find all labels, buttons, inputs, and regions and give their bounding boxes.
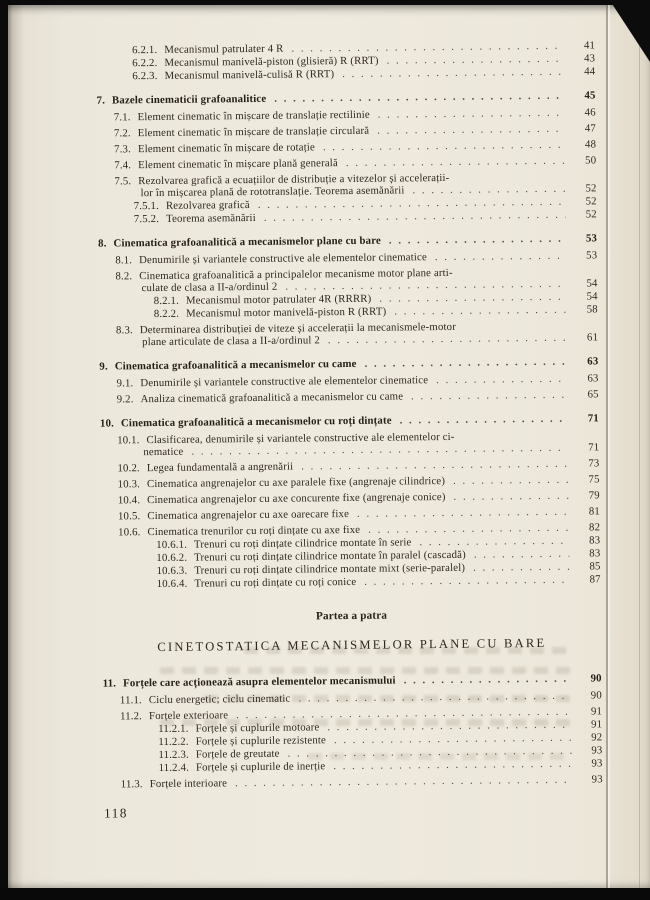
toc-entry xyxy=(97,89,596,106)
toc-entry xyxy=(99,319,598,348)
dot-leader-icon xyxy=(412,183,565,197)
toc-entry-number: 8.2.2. xyxy=(153,307,180,321)
toc-entry-number: 8.2. xyxy=(115,270,133,283)
toc-entry-number: 9.2. xyxy=(116,393,134,406)
toc-entry-title: Teorema asemănării xyxy=(165,211,256,225)
toc-entry-page-number: 71 xyxy=(587,412,600,425)
toc-entry-number: 11.1. xyxy=(119,694,142,707)
toc-content xyxy=(96,38,603,819)
toc-entry-title: Element cinematic în mișcare de rotație xyxy=(137,141,316,156)
dot-leader-icon xyxy=(364,574,570,588)
toc-entry-number: 11.2. xyxy=(119,710,143,723)
dot-leader-icon xyxy=(357,506,569,520)
toc-entry-title: Ciclu energetic; ciclu cinematic xyxy=(148,692,291,707)
toc-entry xyxy=(101,505,600,522)
dot-leader-icon xyxy=(333,758,571,772)
toc-entry-title: Cinematica grafoanalitică a principalelor mecanisme motor plane arti- xyxy=(139,266,453,283)
dot-leader-icon xyxy=(419,535,569,549)
toc-entry xyxy=(104,773,603,790)
toc-entry-page-number: 79 xyxy=(588,489,600,502)
toc-entry-title: Trenuri cu roți dințate cilindrice montate în serie xyxy=(193,536,412,551)
toc-entry xyxy=(101,473,600,490)
part-divider xyxy=(102,607,601,653)
toc-entry xyxy=(103,672,602,689)
dot-leader-icon xyxy=(298,690,571,705)
toc-entry-title: Cinematica grafoanalitică a mecanismelor cu came xyxy=(114,357,357,373)
toc-entry-number: 11.2.1. xyxy=(158,722,189,735)
toc-entry-page-number: 52 xyxy=(585,195,597,208)
toc-entry-page-number: 92 xyxy=(591,731,603,744)
dot-leader-icon xyxy=(264,209,566,224)
toc-entry xyxy=(100,388,599,405)
toc-entry-page-number: 52 xyxy=(585,182,597,195)
toc-entry-number: 11.2.3. xyxy=(158,748,189,761)
toc-entry-body xyxy=(97,155,570,172)
toc-entry-title: Mecanismul manivelă-piston (glisieră) R (RRT) xyxy=(164,54,379,69)
toc-entry-page-number: 91 xyxy=(590,718,603,731)
toc-entry-page-number: 46 xyxy=(584,106,596,119)
toc-entry-title-continuation: nematice xyxy=(143,445,184,459)
toc-entry-number: 7. xyxy=(96,94,106,107)
toc-entry-number: 11.3. xyxy=(120,778,143,791)
dot-leader-icon xyxy=(473,561,570,574)
toc-entry-title: Analiza cinematică grafoanalitică a mecanismelor cu came xyxy=(140,390,404,406)
toc-entry-page-number: 73 xyxy=(588,457,600,470)
dot-leader-icon xyxy=(342,66,564,80)
toc-entry-body xyxy=(104,774,577,791)
toc-entry-number: 10.6. xyxy=(118,526,141,539)
toc-entry xyxy=(100,412,599,429)
toc-entry xyxy=(100,457,599,474)
toc-entry-number: 10.5. xyxy=(117,510,141,523)
toc-entry-title: Rezolvarea grafică xyxy=(165,199,250,212)
toc-entry-number: 7.2. xyxy=(113,127,131,140)
toc-entry-page-number: 45 xyxy=(584,89,596,102)
toc-list-lower xyxy=(103,672,603,790)
toc-entry-page-number: 65 xyxy=(587,388,599,401)
toc-entry-number: 11.2.2. xyxy=(158,735,189,748)
toc-entry-page-number: 90 xyxy=(590,672,602,685)
toc-entry-number: 10.4. xyxy=(117,494,141,507)
toc-entry-body xyxy=(103,690,576,707)
toc-entry-title: Forțele de greutate xyxy=(195,747,280,761)
toc-entry-number: 9.1. xyxy=(116,377,134,390)
toc-entry-number: 6.2.3. xyxy=(132,69,158,83)
toc-entry-page-number: 82 xyxy=(588,521,601,534)
part-title: CINETOSTATICA MECANISMELOR PLANE CU BARE xyxy=(157,635,547,655)
toc-entry-page-number: 54 xyxy=(586,290,598,303)
toc-entry-page-number: 54 xyxy=(586,277,598,290)
toc-entry-body xyxy=(98,250,571,267)
toc-entry-page-number: 58 xyxy=(586,303,598,316)
toc-entry-title: Forțele care acționează asupra elementelor mecanismului xyxy=(123,674,396,690)
toc-entry-page-number: 48 xyxy=(584,138,597,151)
toc-entry-title: Denumirile și variantele constructive ale elementelor cinematice xyxy=(139,251,427,267)
dot-leader-icon xyxy=(389,233,566,247)
toc-entry-body xyxy=(101,474,574,491)
toc-entry-title: Trenuri cu roți dințate cilindrice montate mixt (serie-paralel) xyxy=(194,561,466,577)
toc-entry-number: 7.3. xyxy=(114,143,131,156)
toc-entry-number: 10.6.2. xyxy=(156,551,188,565)
toc-entry-title-continuation: culate de clasa a II-a/ordinul 2 xyxy=(141,280,278,295)
toc-entry-number: 7.5.1. xyxy=(133,199,159,213)
toc-entry-body xyxy=(98,266,571,295)
dot-leader-icon xyxy=(235,774,572,790)
toc-entry-body xyxy=(100,389,573,406)
toc-entry xyxy=(100,372,599,389)
toc-entry-number: 10.3. xyxy=(117,478,141,491)
toc-entry-title: Trenuri cu roți dințate cilindrice montate în paralel (cascadă) xyxy=(194,548,466,564)
book-page xyxy=(8,5,650,888)
dot-leader-icon xyxy=(436,373,568,386)
toc-entry-page-number: 53 xyxy=(585,232,598,245)
toc-entry-body xyxy=(100,413,573,430)
toc-entry-page-number: 41 xyxy=(583,39,596,52)
toc-entry-page-number: 87 xyxy=(589,573,601,586)
toc-entry-title: Cinematica grafoanalitică a mecanismelor plane cu bare xyxy=(113,234,381,250)
toc-entry-page-number: 81 xyxy=(588,505,601,518)
toc-entry-body xyxy=(100,458,573,475)
dot-leader-icon xyxy=(453,490,568,503)
dot-leader-icon xyxy=(379,291,566,305)
toc-entry-body xyxy=(99,356,572,373)
toc-entry-number: 10.6.4. xyxy=(156,577,188,591)
toc-entry-title: Bazele cinematicii grafoanalitice xyxy=(111,92,267,107)
toc-entry-title: Legea fundamentală a angrenării xyxy=(146,460,294,475)
toc-entry-page-number: 61 xyxy=(586,331,599,344)
toc-entry xyxy=(97,154,596,171)
toc-entry-number: 8. xyxy=(98,237,107,250)
toc-entry-title: Cinematica angrenajelor cu axe concurente fixe (angrenaje conice) xyxy=(147,490,446,507)
toc-entry-page-number: 53 xyxy=(586,249,598,262)
toc-entry xyxy=(97,138,596,155)
toc-entry xyxy=(97,122,596,139)
toc-entry xyxy=(98,249,597,266)
toc-entry-body xyxy=(97,107,570,124)
toc-entry-page-number: 85 xyxy=(589,560,601,573)
toc-entry-page-number: 83 xyxy=(589,547,601,560)
toc-entry-body xyxy=(97,90,570,107)
toc-entry-number: 6.2.2. xyxy=(132,56,158,70)
toc-entry-title: Element cinematic în mișcare de translație rectilinie xyxy=(137,108,370,124)
toc-entry-number: 10.1. xyxy=(117,434,140,447)
toc-entry-title: Forțele și cuplurile de inerție xyxy=(195,760,326,774)
toc-entry-page-number: 52 xyxy=(585,208,597,221)
dot-leader-icon xyxy=(191,442,568,458)
dot-leader-icon xyxy=(334,732,571,746)
toc-entry-title: Forțele exterioare xyxy=(148,709,229,723)
toc-entry-body xyxy=(97,171,570,200)
toc-entry-page-number: 50 xyxy=(585,154,597,167)
dot-leader-icon xyxy=(328,332,567,347)
dot-leader-icon xyxy=(400,413,568,427)
toc-entry-body xyxy=(99,320,572,349)
toc-entry-body xyxy=(98,233,571,250)
dot-leader-icon xyxy=(323,139,565,154)
toc-entry-title: Mecanismul patrulater 4 R xyxy=(164,42,284,56)
toc-entry-body xyxy=(101,490,574,507)
dot-leader-icon xyxy=(394,304,567,318)
toc-entry-body xyxy=(100,373,573,390)
dot-leader-icon xyxy=(378,107,565,121)
toc-entry-page-number: 91 xyxy=(590,705,603,718)
toc-entry-title-continuation: lor în mișcarea plană de rototranslație. Teorema asemănării xyxy=(140,184,405,200)
toc-entry-number: 7.1. xyxy=(113,111,131,124)
toc-entry xyxy=(100,429,599,458)
toc-entry-number: 8.3. xyxy=(115,324,133,337)
toc-entry-title: Cinematica angrenajelor cu axe paralele fixe (angrenaje cilindrice) xyxy=(146,474,446,491)
toc-entry-title: Forțele interioare xyxy=(149,777,228,791)
toc-entry xyxy=(97,106,596,123)
toc-entry-page-number: 83 xyxy=(589,534,601,547)
dot-leader-icon xyxy=(327,719,571,734)
toc-entry xyxy=(98,232,597,249)
toc-entry-number: 7.5. xyxy=(114,175,132,188)
page-edge-line xyxy=(639,5,640,888)
toc-entry xyxy=(103,689,602,706)
toc-entry-title: Cinematica angrenajelor cu axe oarecare fixe xyxy=(147,507,350,523)
dot-leader-icon xyxy=(453,474,569,487)
toc-entry-number: 11. xyxy=(102,677,117,690)
dot-leader-icon xyxy=(404,673,571,687)
scan-border-bottom xyxy=(0,888,650,900)
dot-leader-icon xyxy=(365,356,568,370)
toc-entry-title: Determinarea distribuției de viteze și accelerații la mecanismele-motor xyxy=(139,320,456,337)
dot-leader-icon xyxy=(377,123,565,137)
toc-entry-page-number: 44 xyxy=(584,65,596,78)
dot-leader-icon xyxy=(274,90,564,105)
toc-entry-body xyxy=(97,139,570,156)
toc-entry xyxy=(99,355,598,372)
page-edge-line xyxy=(606,5,608,888)
toc-entry-number: 10.2. xyxy=(117,462,140,475)
toc-entry-body xyxy=(103,673,576,690)
toc-entry-title: Trenuri cu roți dințate cu roți conice xyxy=(194,575,357,590)
toc-entry-title: Element cinematic în mișcare de translație circulară xyxy=(137,124,370,140)
toc-entry-title: Mecanismul manivelă-culisă R (RRT) xyxy=(164,68,335,82)
toc-entry-title: Denumirile și variantele constructive ale elementelor cinematice xyxy=(140,374,429,390)
toc-entry-page-number: 47 xyxy=(584,122,596,135)
toc-list-upper xyxy=(96,39,601,590)
toc-entry-body xyxy=(100,430,573,459)
toc-entry-page-number: 93 xyxy=(591,757,603,770)
toc-entry-number: 8.2.1. xyxy=(153,294,179,308)
dot-leader-icon xyxy=(368,522,569,536)
toc-entry-number: 7.5.2. xyxy=(133,212,160,226)
toc-entry-number: 11.2.4. xyxy=(158,761,190,774)
toc-entry-body xyxy=(97,123,570,140)
toc-entry xyxy=(101,489,600,506)
toc-entry-title: Forțele și cuplurile motoare xyxy=(195,721,320,735)
toc-entry-page-number: 63 xyxy=(587,372,599,385)
part-kicker: Partea a patra xyxy=(315,609,388,623)
toc-entry-page-number: 63 xyxy=(587,355,599,368)
toc-entry-number: 8.1. xyxy=(115,254,133,267)
toc-entry-title: Element cinematic în mișcare plană generală xyxy=(138,157,338,172)
toc-entry-title-continuation: plane articulate de clasa a II-a/ordinul 2 xyxy=(142,334,320,349)
dot-leader-icon xyxy=(346,155,566,169)
toc-entry-title: Cinematica trenurilor cu roți dințate cu axe fixe xyxy=(147,523,361,539)
toc-entry-title: Mecanismul motor manivelă-piston R (RRT) xyxy=(185,305,387,320)
toc-entry-title: Rezolvarea grafică a ecuațiilor de distribuție a vitezelor și accelerații- xyxy=(138,171,450,188)
toc-entry-page-number: 90 xyxy=(590,689,602,702)
toc-entry-title: Forțele și cuplurile rezistente xyxy=(195,734,327,748)
toc-entry-page-number: 71 xyxy=(588,441,600,454)
toc-entry-page-number: 93 xyxy=(591,744,603,757)
toc-entry-page-number: 75 xyxy=(588,473,600,486)
toc-entry-page-number: 43 xyxy=(584,52,596,65)
toc-entry-number: 10. xyxy=(99,417,115,430)
toc-entry-number: 7.4. xyxy=(114,159,132,172)
toc-entry-body xyxy=(101,506,574,523)
toc-entry-number: 10.6.1. xyxy=(156,538,188,552)
dot-leader-icon xyxy=(435,250,567,263)
dot-leader-icon xyxy=(411,389,568,403)
toc-entry-number: 9. xyxy=(99,360,108,373)
toc-entry-page-number: 93 xyxy=(591,773,603,786)
toc-entry-title: Clasificarea, denumirile și variantele constructive ale elementelor ci- xyxy=(146,430,455,447)
toc-entry-number: 6.2.1. xyxy=(132,43,158,57)
folio-page-number: 118 xyxy=(103,805,128,821)
dot-leader-icon xyxy=(301,458,568,473)
dot-leader-icon xyxy=(387,53,565,67)
toc-entry-number: 10.6.3. xyxy=(156,564,188,578)
toc-entry-title: Cinematica grafoanalitică a mecanismelor cu roți dințate xyxy=(120,414,392,430)
toc-entry-title: Mecanismul motor patrulater 4R (RRRR) xyxy=(185,292,372,307)
dot-leader-icon xyxy=(474,548,570,561)
